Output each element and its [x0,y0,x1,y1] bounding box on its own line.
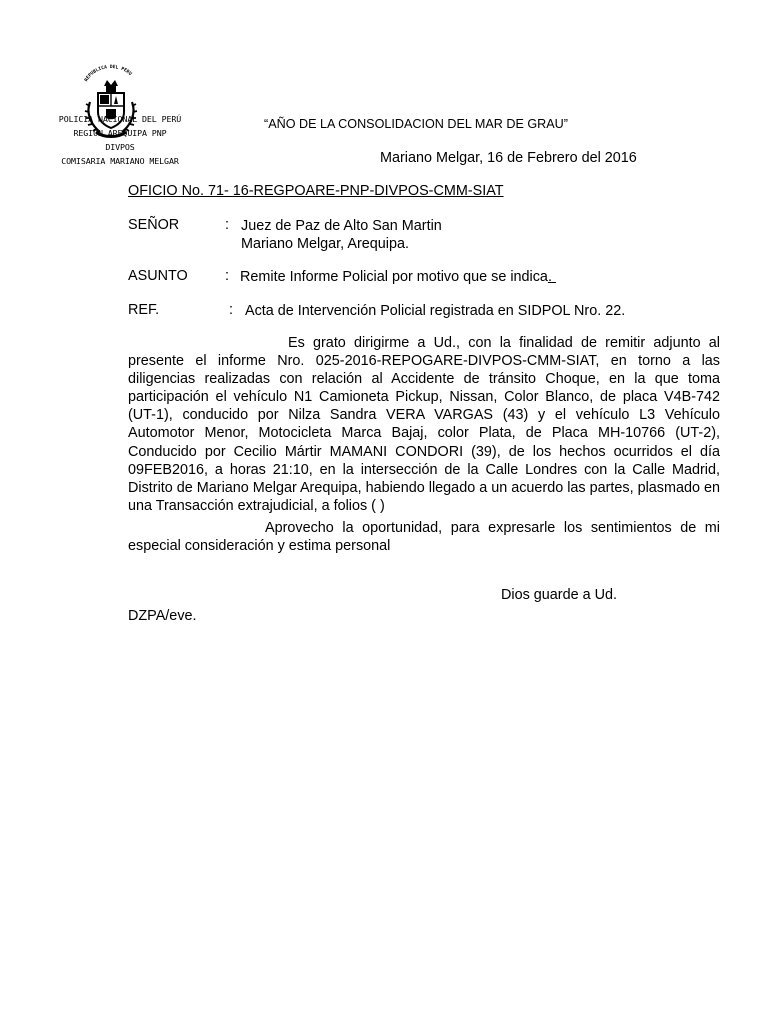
institution-header [30,112,210,168]
year-motto: “AÑO DE LA CONSOLIDACION DEL MAR DE GRAU” [264,117,568,131]
reference-colon: : [229,302,233,318]
body-paragraph-main: Es grato dirigirme a Ud., con la finalidad de remitir adjunto al presente el informe Nro. 025-2016-REPOGARE-DIVPOS-CMM-SIAT, en torno a las diligencias realizadas con relación al Accidente de tránsito Choque, en la que toma participación el vehículo N1 Camioneta Pickup, Nissan, Color Blanco, de placa V4B-742 (UT-1), conducido por Nilza Sandra VERA VARGAS (43) y el vehículo L3 Vehículo Automotor Menor, Motocicleta Marca Bajaj, color Plata, de Placa MH-10766 (UT-2), Conducido por Cecilio Mártir MAMANI CONDORI (39), de los hechos ocurridos el día 09FEB2016, a horas 21:10, en la intersección de la Calle Londres con la Calle Madrid, Distrito de Mariano Melgar Arequipa, habiendo llegado a un acuerdo las partes, plasmado en una Transacción extrajudicial, a folios ( ) [128,335,720,514]
body-paragraph-courtesy: Aprovecho la oportunidad, para expresarle los sentimientos de mi especial consideración y estima personal [128,520,720,555]
svg-text:REPUBLICA DEL PERU [83,64,133,83]
closing-salutation: Dios guarde a Ud. [501,587,617,603]
seal-arc-text: REPUBLICA DEL PERU [84,65,133,83]
reference-label: REF. [128,302,160,318]
recipient-name: Juez de Paz de Alto San Martin [241,218,442,234]
subject-label: ASUNTO [128,268,188,284]
date-line: Mariano Melgar, 16 de Febrero del 2016 [380,150,637,166]
recipient-colon: : [225,217,229,233]
subject-value [240,268,556,286]
subject-text: Remite Informe Policial por motivo que se indica [240,269,548,285]
header-institution-name: POLICIA NACIONAL DEL PERÚ [58,114,182,124]
header-station: COMISARIA MARIANO MELGAR [61,156,179,166]
recipient-value [241,217,442,253]
recipient-location: Mariano Melgar, Arequipa. [241,236,409,252]
header-region: REGION AREQUIPA PNP [73,128,167,138]
subject-colon: : [225,268,229,284]
reference-value: Acta de Intervención Policial registrada en SIDPOL Nro. 22. [245,303,626,319]
recipient-label: SEÑOR [128,217,180,233]
author-initials: DZPA/eve. [128,608,197,624]
header-division: DIVPOS [105,142,135,152]
document-number: OFICIO No. 71- 16-REGPOARE-PNP-DIVPOS-CMM-SIAT [128,183,504,199]
subject-trailing-period: . [547,269,552,285]
